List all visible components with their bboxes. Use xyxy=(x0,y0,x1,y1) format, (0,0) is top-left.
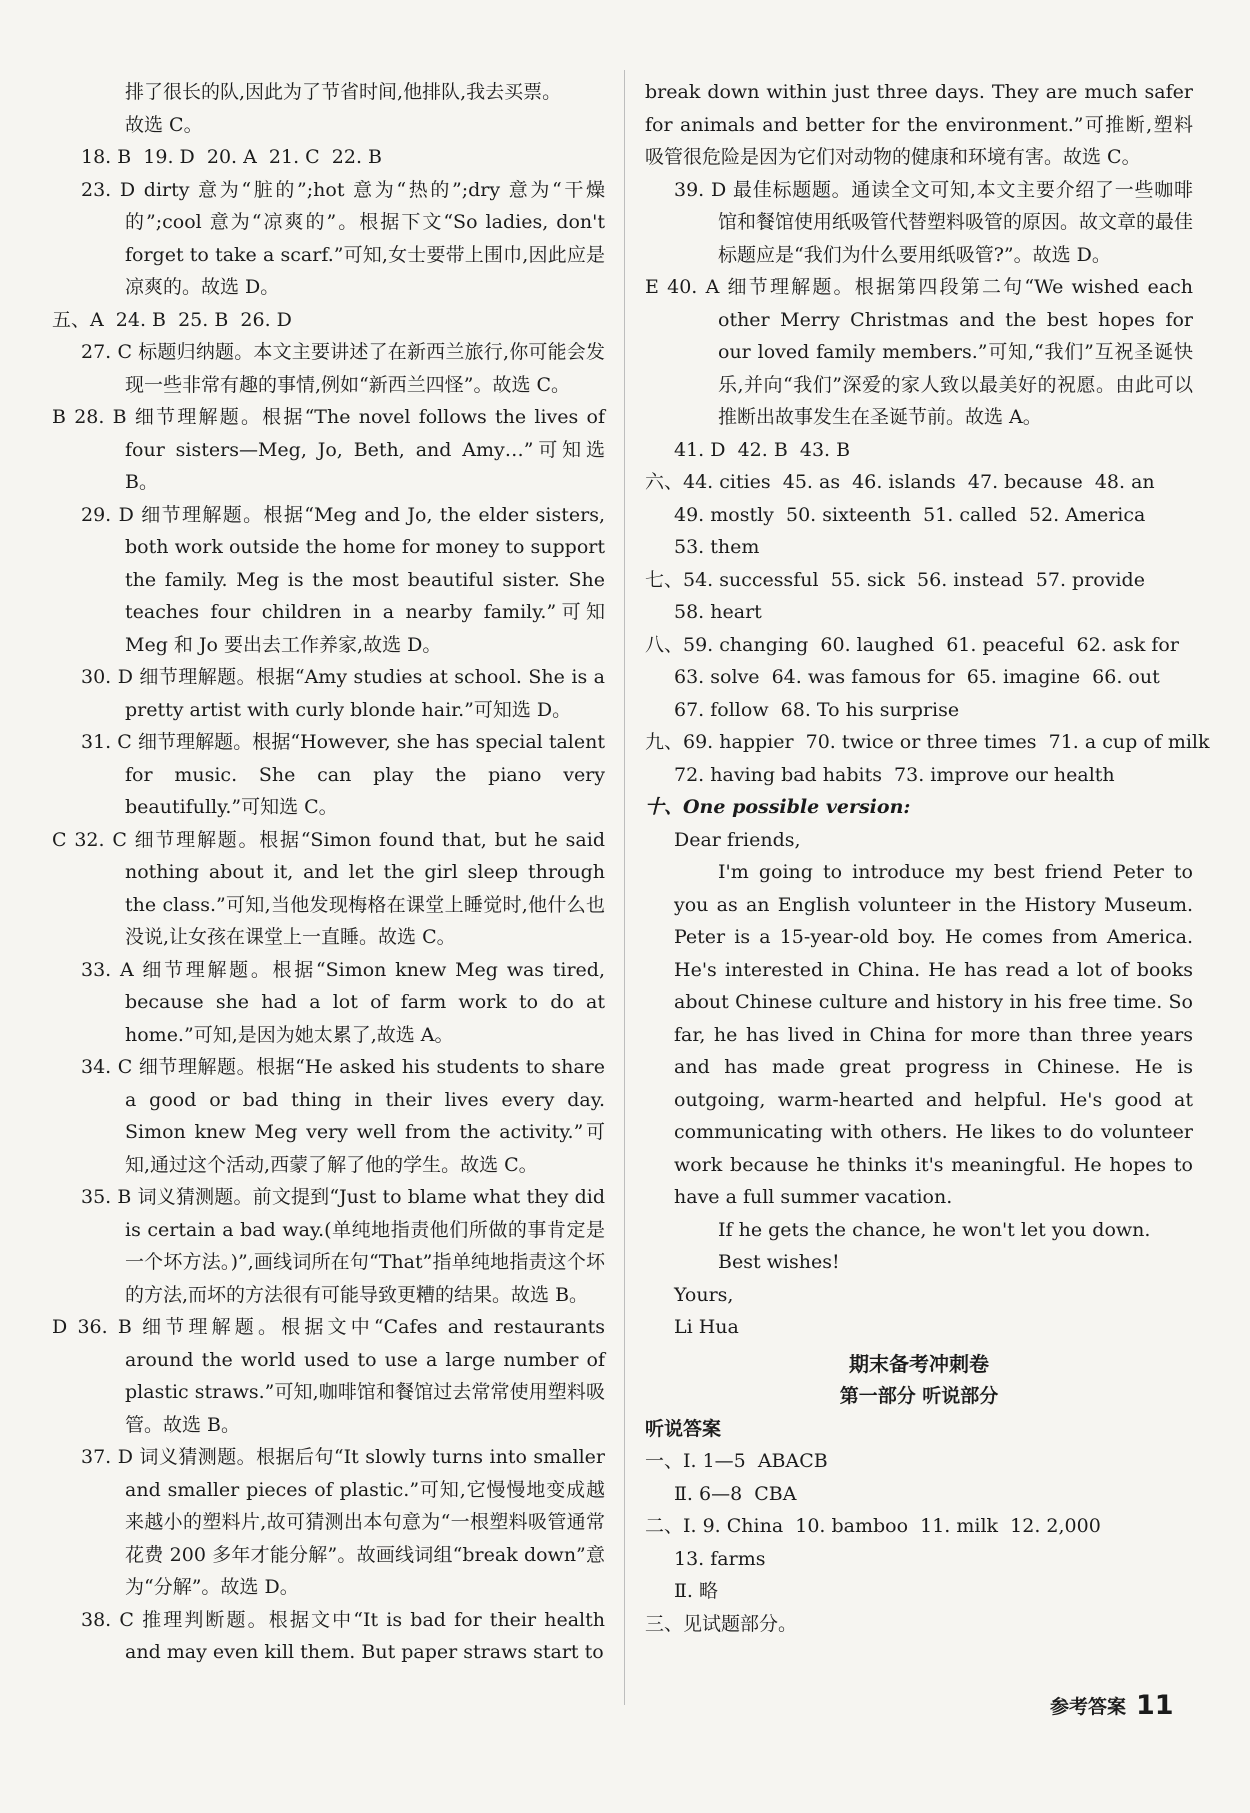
answer-line: 13. farms xyxy=(674,1547,766,1570)
page-number: 11 xyxy=(1136,1690,1174,1721)
listening-answers xyxy=(645,1445,1193,1640)
answer-line: 故选 C。 xyxy=(125,113,203,136)
answer-line: 二、Ⅰ. 9. China 10. bamboo 11. milk 12. 2,000 xyxy=(645,1515,1101,1537)
essay-greeting: Dear friends, xyxy=(674,828,801,851)
page-footer xyxy=(1050,1690,1174,1721)
answer-line: 39. D 最佳标题题。通读全文可知,本文主要介绍了一些咖啡馆和餐馆使用纸吸管代替塑料吸管的原因。故文章的最佳标题应是“我们为什么要用纸吸管?”。故选 D。 xyxy=(674,178,1194,266)
answer-line: 49. mostly 50. sixteenth 51. called 52. America xyxy=(674,503,1146,526)
column-divider xyxy=(624,70,625,1705)
answer-line: C 32. C 细节理解题。根据“Simon found that, but he said nothing about it, and let the girl sleep through the class.”可知,当他发现梅格在课堂上睡觉时,他什么也没说,让女孩在课堂上一直睡。故选 C。 xyxy=(52,828,605,948)
footer-label: 参考答案 xyxy=(1050,1696,1127,1718)
answer-line: break down within just three days. They are much safer for animals and better for the environment.”可推断,塑料吸管很危险是因为它们对动物的健康和环境有害。故选 C。 xyxy=(645,81,1193,168)
answer-line: 七、54. successful 55. sick 56. instead 57. provide xyxy=(645,568,1145,591)
answer-line: 63. solve 64. was famous for 65. imagine 66. out xyxy=(674,666,1160,688)
answer-line: 33. A 细节理解题。根据“Simon knew Meg was tired, because she had a lot of farm work to do at home.”可知,是因为她太累了,故选 A。 xyxy=(81,958,605,1046)
section-subtitle: 第一部分 听说部分 xyxy=(839,1385,999,1407)
essay-sign-yours: Yours, xyxy=(674,1283,734,1306)
answer-line: 九、69. happier 70. twice or three times 71. a cup of milk xyxy=(645,731,1210,753)
answer-line: 30. D 细节理解题。根据“Amy studies at school. She is a pretty artist with curly blonde hair.”可知选 D。 xyxy=(81,666,605,721)
right-answers xyxy=(645,76,1210,791)
answer-line: 53. them xyxy=(674,536,760,558)
section-heading: 听说答案 xyxy=(645,1417,722,1440)
answer-line: 18. B 19. D 20. A 21. C 22. B xyxy=(81,146,383,168)
answer-line: 41. D 42. B 43. B xyxy=(674,438,851,461)
answer-line: 23. D dirty 意为“脏的”;hot 意为“热的”;dry 意为“干燥的”;cool 意为“凉爽的”。根据下文“So ladies, don't forget to take a scarf.”可知,女士要带上围巾,因此应是凉爽的。故选 D。 xyxy=(81,178,605,298)
answer-line: Ⅱ. 6—8 CBA xyxy=(674,1482,797,1505)
section-title: 期末备考冲刺卷 xyxy=(849,1351,989,1376)
exam-section xyxy=(645,1348,1193,1641)
essay-label: 十、One possible version: xyxy=(645,796,911,818)
essay-sign-name: Li Hua xyxy=(674,1316,739,1338)
essay-closing: If he gets the chance, he won't let you down. xyxy=(718,1218,1151,1241)
answer-line: 六、44. cities 45. as 46. islands 47. because 48. an xyxy=(645,471,1155,493)
left-column xyxy=(52,76,605,1669)
right-column xyxy=(645,76,1210,1640)
answer-line: 27. C 标题归纳题。本文主要讲述了在新西兰旅行,你可能会发现一些非常有趣的事情,例如“新西兰四怪”。故选 C。 xyxy=(81,341,605,396)
answer-line: 三、见试题部分。 xyxy=(645,1612,798,1635)
answer-line: 一、Ⅰ. 1—5 ABACB xyxy=(645,1450,828,1472)
answer-line: 八、59. changing 60. laughed 61. peaceful 62. ask for xyxy=(645,633,1179,656)
answer-line: 34. C 细节理解题。根据“He asked his students to share a good or bad thing in their lives every day. Simon knew Meg very well from the activity.”可知,通过这个活动,西蒙了解了他的学生。故选 C。 xyxy=(81,1056,605,1176)
essay xyxy=(645,791,1193,1344)
answer-line: 五、A 24. B 25. B 26. D xyxy=(52,308,292,331)
answer-line: 38. C 推理判断题。根据文中“It is bad for their health and may even kill them. But paper straws start to xyxy=(81,1608,605,1663)
answer-line: B 28. B 细节理解题。根据“The novel follows the lives of four sisters—Meg, Jo, Beth, and Amy…”可知选 B。 xyxy=(52,406,605,493)
answer-line: 37. D 词义猜测题。根据后句“It slowly turns into smaller and smaller pieces of plastic.”可知,它慢慢地变成越来越小的塑料片,故可猜测出本句意为“一根塑料吸管通常花费 200 多年才能分解”。故画线词组“break down”意为“分解”。故选 D。 xyxy=(81,1446,605,1598)
answer-line: E 40. A 细节理解题。根据第四段第二句“We wished each other Merry Christmas and the best hopes for our loved family members.”可知,“我们”互祝圣诞快乐,并向“我们”深爱的家人致以最美好的祝愿。由此可以推断出故事发生在圣诞节前。故选 A。 xyxy=(645,276,1193,428)
answer-line: 35. B 词义猜测题。前文提到“Just to blame what they did is certain a bad way.(单纯地指责他们所做的事肯定是一个坏方法。)”,画线词所在句“That”指单纯地指责这个坏的方法,而坏的方法很有可能导致更糟的结果。故选 B。 xyxy=(81,1186,605,1306)
essay-body: I'm going to introduce my best friend Peter to you as an English volunteer in the History Museum. Peter is a 15-year-old boy. He comes from America. He's interested in China. He has read a lot of books about Chinese culture and history in his free time. So far, he has lived in China for more than three years and has made great progress in Chinese. He is outgoing, warm-hearted and helpful. He's good at communicating with others. He likes to do volunteer work because he thinks it's meaningful. He hopes to have a full summer vacation. xyxy=(674,861,1193,1208)
answer-line: 31. C 细节理解题。根据“However, she has special talent for music. She can play the piano very beautifully.”可知选 C。 xyxy=(81,731,605,818)
essay-wishes: Best wishes! xyxy=(718,1251,840,1273)
answer-line: 67. follow 68. To his surprise xyxy=(674,698,960,721)
answer-line: 58. heart xyxy=(674,601,762,623)
answer-line: D 36. B 细节理解题。根据文中“Cafes and restaurants around the world used to use a large number of plastic straws.”可知,咖啡馆和餐馆过去常常使用塑料吸管。故选 B。 xyxy=(52,1316,605,1436)
answer-line: Ⅱ. 略 xyxy=(674,1580,718,1602)
answer-line: 72. having bad habits 73. improve our health xyxy=(674,763,1115,786)
answer-line: 排了很长的队,因此为了节省时间,他排队,我去买票。 xyxy=(125,81,562,103)
answer-line: 29. D 细节理解题。根据“Meg and Jo, the elder sisters, both work outside the home for money to support the family. Meg is the most beautiful sister. She teaches four children in a nearby family.”可知 Meg 和 Jo 要出去工作养家,故选 D。 xyxy=(81,503,605,656)
